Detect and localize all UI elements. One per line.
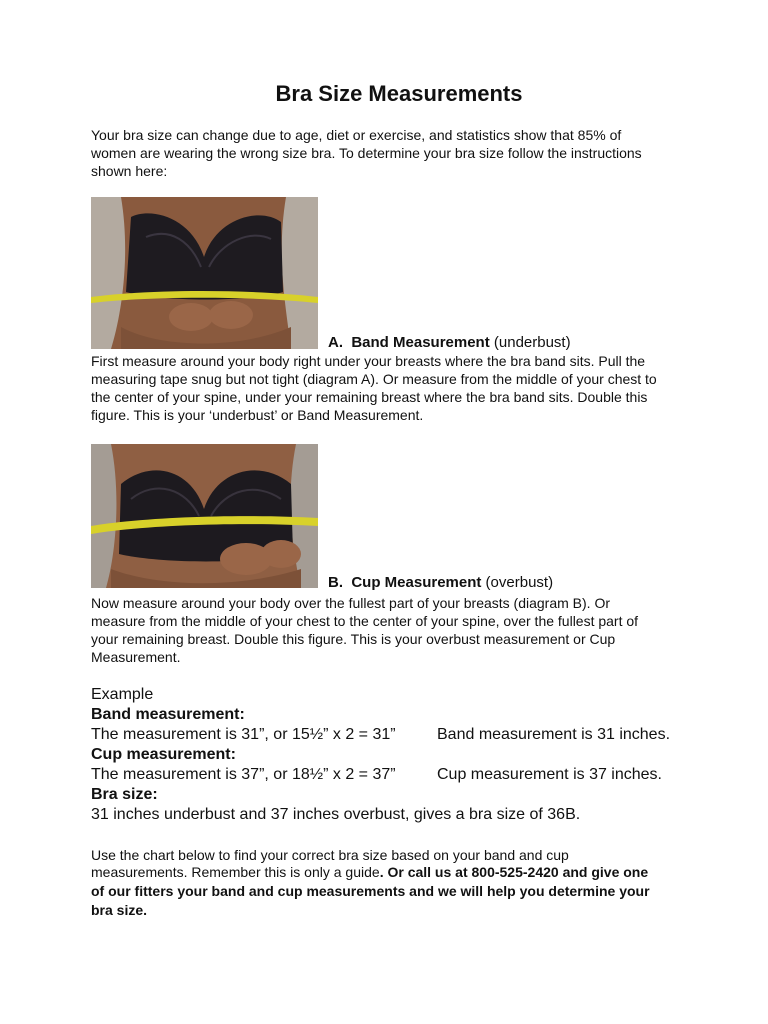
- cup-line: Now measure around your body over the fullest part of your breasts (diagram B). Or: [91, 595, 611, 611]
- band-example-label: Band measurement:: [91, 706, 245, 723]
- band-line: the center of your spine, under your remaining breast where the bra band sits. Double this: [91, 389, 648, 405]
- example-label: Example: [91, 686, 154, 703]
- band-line: First measure around your body right under your breasts where the bra band sits. Pull the: [91, 353, 646, 369]
- intro-line: shown here:: [91, 163, 168, 179]
- band-measurement-photo: [91, 197, 318, 349]
- cup-example-result: Cup measurement is 37 inches.: [437, 766, 662, 783]
- intro-paragraph: [91, 126, 642, 180]
- footer-call-text: of our fitters your band and cup measurements and we will help you determine your: [91, 883, 650, 899]
- footer-line-3: [91, 882, 650, 901]
- band-measurement-heading: [328, 334, 571, 351]
- footer-text: measurements. Remember this is only a guide: [91, 864, 380, 880]
- band-heading-title: Band Measurement: [351, 334, 490, 351]
- footer-call-text: . Or call us at 800-525-2420 and give one: [379, 864, 649, 880]
- cup-line: your remaining breast. Double this figure. This is your overbust measurement or Cup: [91, 631, 616, 647]
- page-title: Bra Size Measurements: [275, 81, 523, 106]
- band-measurement-illustration: [91, 197, 318, 349]
- band-letter: A.: [328, 334, 343, 351]
- cup-subheading: (overbust): [485, 574, 554, 591]
- band-paragraph: [91, 352, 657, 424]
- footer-text: Use the chart below to find your correct bra size based on your band and cup: [91, 847, 569, 863]
- cup-line: measure from the middle of your chest to the center of your spine, over the fullest part of: [91, 613, 639, 629]
- cup-measurement-photo: [91, 444, 318, 588]
- band-line: measuring tape snug but not tight (diagram A). Or measure from the middle of your chest to: [91, 371, 657, 387]
- cup-letter: B.: [328, 574, 343, 591]
- bra-size-label: Bra size:: [91, 786, 158, 803]
- band-example-calc: The measurement is 31”, or 15½” x 2 = 31”: [91, 726, 396, 743]
- footer-line-4: [91, 901, 147, 920]
- cup-measurement-illustration: [91, 444, 318, 588]
- intro-line: Your bra size can change due to age, diet or exercise, and statistics show that 85% of: [91, 127, 622, 143]
- cup-measurement-heading: [328, 574, 553, 591]
- footer-call-text: bra size.: [91, 902, 148, 918]
- cup-line: Measurement.: [91, 649, 181, 665]
- band-example-result: Band measurement is 31 inches.: [437, 726, 671, 743]
- footer-line-2: [91, 863, 648, 882]
- cup-example-label: Cup measurement:: [91, 746, 236, 763]
- cup-example-calc: The measurement is 37”, or 18½” x 2 = 37”: [91, 766, 396, 783]
- band-subheading: (underbust): [493, 334, 571, 351]
- bra-size-text: 31 inches underbust and 37 inches overbust, gives a bra size of 36B.: [91, 806, 581, 823]
- cup-paragraph: [91, 594, 638, 666]
- band-line: figure. This is your ‘underbust’ or Band Measurement.: [91, 407, 424, 423]
- cup-heading-title: Cup Measurement: [351, 574, 482, 591]
- intro-line: women are wearing the wrong size bra. To determine your bra size follow the instructions: [91, 145, 642, 161]
